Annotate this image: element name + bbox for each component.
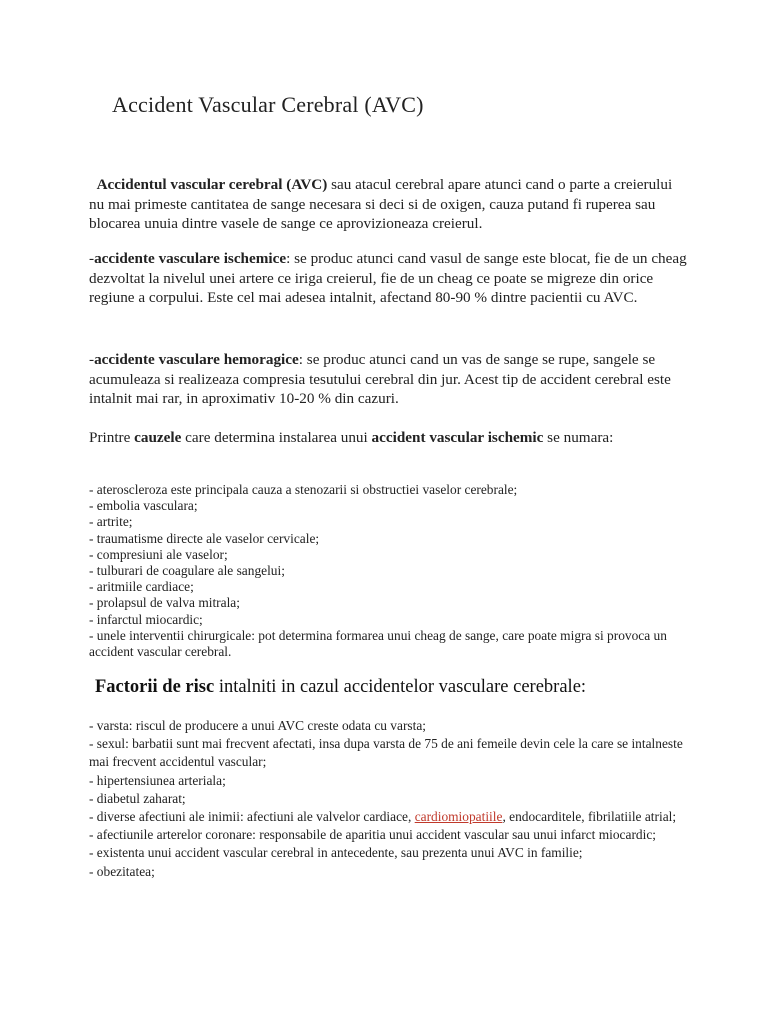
risk-heading-bold: Factorii de risc	[95, 677, 215, 697]
risk-heading-text: intalniti in cazul accidentelor vasculare cerebrale:	[214, 677, 587, 697]
hemoragic-text: : se produc atunci cand un vas de sange se rupe, sangele se acumuleaza si realizeaza compresia tesutului cerebral din jur. Acest tip de accident cerebral este intalnit mai rar, in aproximativ 10-20 % din cazuri.	[89, 351, 671, 407]
intro-paragraph	[89, 175, 689, 234]
ischemic-prefix: -	[89, 250, 95, 267]
intro-bold: Accidentul vascular cerebral (AVC)	[96, 176, 328, 193]
causes-intro-b2: accident vascular ischemic	[371, 429, 544, 446]
ischemic-text: : se produc atunci cand vasul de sange este blocat, fie de un cheag dezvoltat la nivelul unei artere ce iriga creierul, fie de un cheag ce poate se migreze din orice regiune a corpului. Este cel mai adesea intalnit, afectand 80-90 % dintre pacientii cu AVC.	[89, 250, 687, 306]
list-item: - artrite;	[89, 514, 133, 530]
list-item: - sexul: barbatii sunt mai frecvent afectati, insa dupa varsta de 75 de ani femeile devin cele la care se intalneste mai frecvent accidentul vascular;	[89, 736, 683, 770]
list-item: - ateroscleroza este principala cauza a stenozarii si obstructiei vaselor cerebrale;	[89, 482, 518, 497]
page-title: Accident Vascular Cerebral (AVC)	[112, 92, 424, 117]
list-item: - aritmiile cardiace;	[89, 579, 194, 595]
cardiomiopatiile-link[interactable]: cardiomiopatiile	[414, 809, 503, 825]
list-item: - afectiunile arterelor coronare: responsabile de aparitia unui accident vascular sau unui infarct miocardic;	[89, 827, 656, 843]
hemoragic-prefix: -	[89, 351, 95, 368]
hemoragic-paragraph	[89, 350, 689, 409]
causes-intro-t2: care determina instalarea unui	[181, 429, 372, 446]
list-item: - hipertensiunea arteriala;	[89, 772, 226, 788]
list-item: - compresiuni ale vaselor;	[89, 546, 228, 562]
list-item: - obezitatea;	[89, 863, 155, 879]
list-item: - prolapsul de valva mitrala;	[89, 595, 240, 611]
causes-list	[89, 482, 689, 660]
list-item: - varsta: riscul de producere a unui AVC creste odata cu varsta;	[89, 718, 427, 733]
causes-intro-paragraph	[89, 428, 689, 448]
list-item: - embolia vasculara;	[89, 498, 198, 514]
list-item: - infarctul miocardic;	[89, 611, 203, 627]
causes-intro-b1: cauzele	[134, 429, 182, 446]
ischemic-bold: accidente vasculare ischemice	[94, 250, 287, 267]
ischemic-paragraph	[89, 249, 689, 308]
list-item: - traumatisme directe ale vaselor cervicale;	[89, 530, 320, 546]
list-item: - unele interventii chirurgicale: pot determina formarea unui cheag de sange, care poate migra si provoca un accident vascular cerebral.	[89, 627, 667, 660]
heart-item-after: , endocarditele, fibrilatiile atrial;	[502, 809, 677, 825]
list-item: - diabetul zaharat;	[89, 790, 186, 806]
list-item: - tulburari de coagulare ale sangelui;	[89, 563, 285, 579]
causes-intro-t1: Printre	[89, 429, 135, 446]
heart-item-before: - diverse afectiuni ale inimii: afectiuni ale valvelor cardiace,	[89, 809, 415, 825]
causes-intro-t3: se numara:	[543, 429, 614, 446]
list-item	[89, 808, 689, 826]
list-item: - existenta unui accident vascular cerebral in antecedente, sau prezenta unui AVC in familie;	[89, 845, 583, 861]
intro-text: sau atacul cerebral apare atunci cand o parte a creierului nu mai primeste cantitatea de sange necesara si deci si de oxigen, cauza putand fi ruperea sau blocarea unuia dintre vasele de sange ce aprovizioneaza creierul.	[89, 176, 673, 232]
risk-factors-list	[89, 717, 689, 881]
risk-factors-heading	[95, 677, 586, 698]
hemoragic-bold: accidente vasculare hemoragice	[94, 351, 299, 368]
